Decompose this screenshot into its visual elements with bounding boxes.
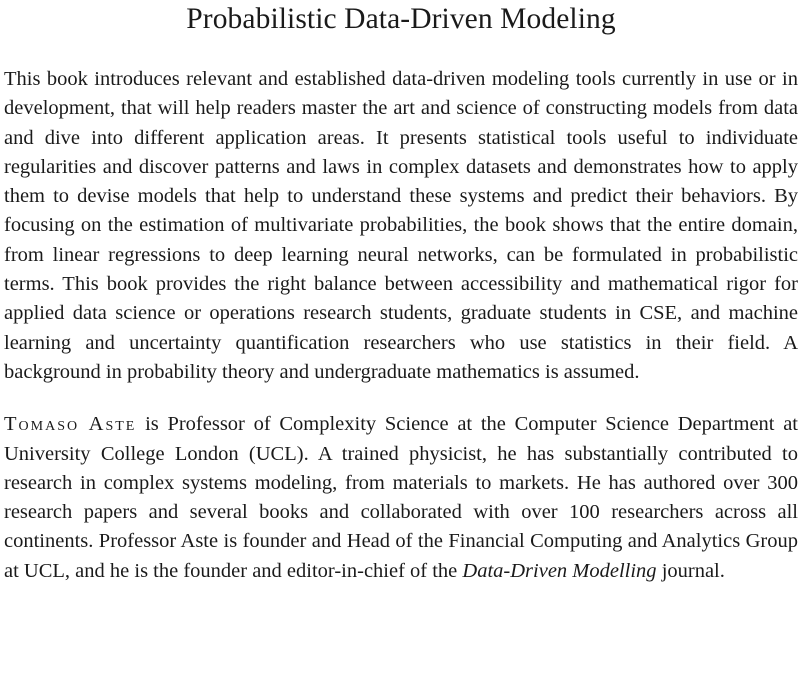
author-bio-text: is Professor of Complexity Science at the Computer Science Department at University College London (UCL). A trained physicist, he has substantially contributed to research in complex systems modeling, from materials to markets. He has authored over 300 research papers and several books and collaborated with over 100 researchers across all continents. Professor Aste is founder and Head of the Financial Computing and Analytics Group at UCL, and he is the founder and editor-in-chief of the xyxy=(4,413,798,582)
book-title: Probabilistic Data-Driven Modeling xyxy=(186,3,616,35)
journal-name: Data-Driven Modelling xyxy=(462,559,657,582)
author-name: Tomaso Aste xyxy=(4,413,137,436)
book-description: This book introduces relevant and established data-driven modeling tools currently in use or in development, that will help readers master the art and science of constructing models from data and dive into different application areas. It presents statistical tools useful to individuate regularities and discover patterns and laws in complex datasets and demonstrates how to apply them to devise models that help to understand these systems and predict their behaviors. By focusing on the estimation of multivariate probabilities, the book shows that the entire domain, from linear regressions to deep learning neural networks, can be formulated in probabilistic terms. This book provides the right balance between accessibility and mathematical rigor for applied data science or operations research students, graduate students in CSE, and machine learning and uncertainty quantification researchers who use statistics in their field. A background in probability theory and undergraduate mathematics is assumed. xyxy=(4,68,798,383)
author-bio-ending: journal. xyxy=(656,559,725,582)
author-bio xyxy=(4,410,798,586)
